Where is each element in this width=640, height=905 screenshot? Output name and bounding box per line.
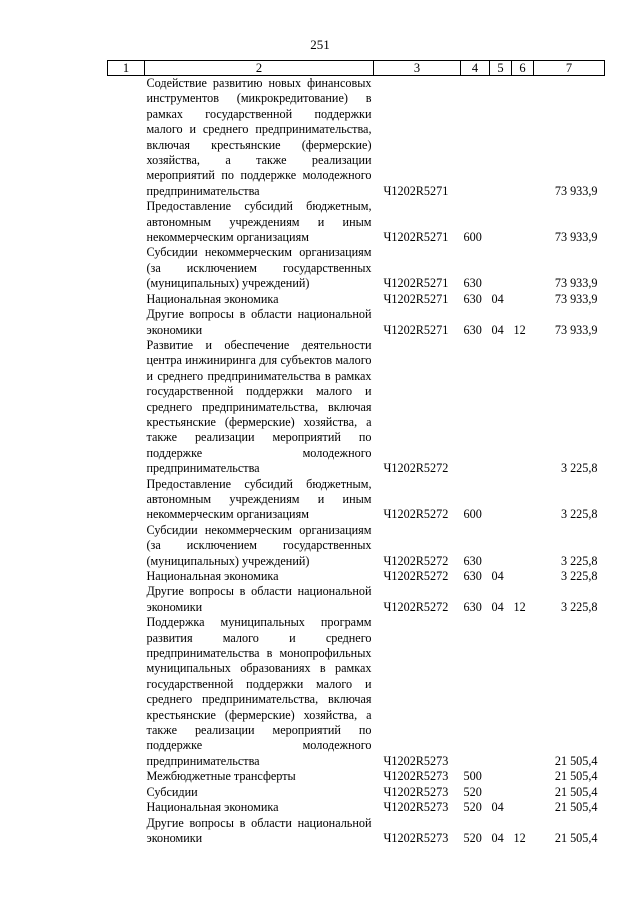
cell-expense-type: 630	[463, 291, 482, 306]
cell-name: Национальная экономика	[146, 291, 279, 306]
cell-subsection	[512, 338, 534, 477]
cell-name: Предоставление субсидий бюджетным, автономным учреждениям и иным некоммерческим организациям	[146, 476, 372, 522]
table-row	[108, 76, 605, 200]
cell-section: 04	[491, 800, 504, 815]
cell-subsection	[512, 76, 534, 200]
page-number: 251	[310, 37, 330, 52]
header-col-5: 5	[490, 61, 512, 76]
table-row	[108, 338, 605, 477]
cell-section	[490, 199, 512, 245]
cell-target-code: Ч1202R5271	[383, 291, 449, 306]
cell-name: Другие вопросы в области национальной экономики	[146, 815, 372, 845]
header-col-2: 2	[145, 61, 374, 76]
cell-name: Национальная экономика	[146, 800, 279, 815]
cell-expense-type: 600	[463, 230, 482, 245]
cell-subsection	[512, 800, 534, 815]
table-row	[108, 584, 605, 615]
table-row	[108, 785, 605, 800]
cell-target-code: Ч1202R5272	[383, 599, 449, 614]
cell-blank	[108, 307, 145, 338]
cell-amount: 73 933,9	[554, 322, 598, 337]
cell-name: Развитие и обеспечение деятельности центра инжиниринга для субъектов малого и среднего предпринимательства в рамках государственной поддержки малого и среднего предпринимательства, включая крестьянские (фермерские) хозяйства, а также реализации мероприятий по поддержке молодежного предпринимательства	[146, 337, 372, 476]
cell-section	[490, 769, 512, 784]
cell-subsection: 12	[513, 599, 526, 614]
cell-blank	[108, 769, 145, 784]
cell-expense-type: 520	[463, 784, 482, 799]
cell-blank	[108, 245, 145, 291]
table-row	[108, 800, 605, 815]
cell-target-code: Ч1202R5273	[383, 753, 449, 768]
cell-target-code: Ч1202R5271	[383, 183, 449, 198]
cell-amount: 73 933,9	[554, 276, 598, 291]
table-row	[108, 292, 605, 307]
header-col-7: 7	[534, 61, 605, 76]
cell-expense-type	[461, 615, 490, 769]
header-row	[108, 61, 605, 76]
cell-section: 04	[491, 599, 504, 614]
cell-amount: 3 225,8	[560, 569, 598, 583]
table-row	[108, 769, 605, 784]
cell-name: Национальная экономика	[146, 569, 279, 583]
cell-amount: 21 505,4	[554, 784, 598, 799]
table-row	[108, 523, 605, 569]
cell-section	[490, 477, 512, 523]
cell-blank	[108, 477, 145, 523]
table-row	[108, 477, 605, 523]
cell-target-code: Ч1202R5272	[383, 553, 449, 568]
cell-subsection	[512, 769, 534, 784]
cell-amount: 21 505,4	[554, 769, 598, 784]
cell-target-code: Ч1202R5271	[383, 322, 449, 337]
cell-section	[490, 523, 512, 569]
cell-expense-type: 630	[463, 553, 482, 568]
header-col-6: 6	[512, 61, 534, 76]
cell-subsection	[512, 245, 534, 291]
cell-amount: 73 933,9	[554, 230, 598, 245]
cell-section	[490, 785, 512, 800]
cell-target-code: Ч1202R5272	[383, 507, 449, 522]
cell-section: 04	[491, 830, 504, 845]
cell-section	[490, 245, 512, 291]
header-col-4: 4	[461, 61, 490, 76]
cell-target-code: Ч1202R5271	[383, 230, 449, 245]
cell-expense-type: 630	[463, 322, 482, 337]
cell-section: 04	[491, 291, 504, 306]
header-col-3: 3	[374, 61, 461, 76]
cell-section: 04	[491, 569, 504, 583]
cell-amount: 21 505,4	[554, 800, 598, 815]
cell-blank	[108, 569, 145, 584]
cell-name: Поддержка муниципальных программ развития малого и среднего предпринимательства в монопрофильных муниципальных образованиях в рамках государственной поддержки малого и среднего предпринимательства, включая крестьянские (фермерские) хозяйства, а также реализации мероприятий по поддержке молодежного предпринимательства	[146, 615, 372, 768]
cell-subsection	[512, 785, 534, 800]
cell-name: Другие вопросы в области национальной экономики	[146, 307, 372, 337]
table-header	[108, 61, 605, 76]
cell-expense-type: 630	[463, 569, 482, 583]
budget-table	[107, 60, 605, 846]
cell-subsection	[512, 477, 534, 523]
cell-amount: 21 505,4	[554, 753, 598, 768]
cell-expense-type	[461, 338, 490, 477]
table-body	[108, 76, 605, 847]
cell-section	[490, 615, 512, 769]
cell-target-code: Ч1202R5273	[383, 784, 449, 799]
cell-target-code: Ч1202R5273	[383, 830, 449, 845]
cell-subsection	[512, 569, 534, 584]
cell-expense-type: 520	[463, 800, 482, 815]
cell-amount: 21 505,4	[554, 830, 598, 845]
table-row	[108, 199, 605, 245]
cell-amount: 3 225,8	[560, 553, 598, 568]
cell-amount: 73 933,9	[554, 183, 598, 198]
cell-subsection: 12	[513, 322, 526, 337]
cell-blank	[108, 584, 145, 615]
cell-expense-type: 630	[463, 276, 482, 291]
cell-name: Субсидии	[146, 784, 198, 799]
cell-blank	[108, 800, 145, 815]
cell-name: Содействие развитию новых финансовых инструментов (микрокредитование) в рамках государственной поддержки малого и среднего предпринимательства, включая крестьянские (фермерские) хозяйства, а также реализации мероприятий по поддержке молодежного предпринимательства	[146, 76, 372, 198]
cell-subsection: 12	[513, 830, 526, 845]
table-row	[108, 569, 605, 584]
cell-blank	[108, 523, 145, 569]
cell-blank	[108, 615, 145, 769]
cell-target-code: Ч1202R5271	[383, 276, 449, 291]
cell-name: Межбюджетные трансферты	[146, 769, 296, 784]
cell-expense-type: 500	[463, 769, 482, 784]
table-row	[108, 307, 605, 338]
cell-target-code: Ч1202R5273	[383, 800, 449, 815]
cell-section	[490, 76, 512, 200]
cell-name: Субсидии некоммерческим организациям (за исключением государственных (муниципальных) учреждений)	[146, 245, 372, 291]
cell-expense-type	[461, 76, 490, 200]
cell-section	[490, 338, 512, 477]
cell-blank	[108, 76, 145, 200]
cell-subsection	[512, 615, 534, 769]
cell-target-code: Ч1202R5273	[383, 769, 449, 784]
header-col-1: 1	[108, 61, 145, 76]
cell-section: 04	[491, 322, 504, 337]
cell-target-code: Ч1202R5272	[383, 569, 449, 583]
cell-name: Предоставление субсидий бюджетным, автономным учреждениям и иным некоммерческим организациям	[146, 199, 372, 245]
cell-subsection	[512, 199, 534, 245]
cell-blank	[108, 785, 145, 800]
cell-subsection	[512, 523, 534, 569]
cell-expense-type: 600	[463, 507, 482, 522]
cell-amount: 3 225,8	[560, 507, 598, 522]
cell-blank	[108, 816, 145, 847]
table-row	[108, 615, 605, 769]
cell-name: Субсидии некоммерческим организациям (за исключением государственных (муниципальных) учреждений)	[146, 522, 372, 568]
cell-amount: 3 225,8	[560, 599, 598, 614]
cell-expense-type: 630	[463, 599, 482, 614]
cell-name: Другие вопросы в области национальной экономики	[146, 584, 372, 614]
cell-target-code: Ч1202R5272	[383, 461, 449, 476]
table-row	[108, 816, 605, 847]
cell-amount: 3 225,8	[560, 461, 598, 476]
cell-amount: 73 933,9	[554, 291, 598, 306]
cell-blank	[108, 338, 145, 477]
cell-subsection	[512, 292, 534, 307]
cell-expense-type: 520	[463, 830, 482, 845]
cell-blank	[108, 292, 145, 307]
table-row	[108, 245, 605, 291]
cell-blank	[108, 199, 145, 245]
